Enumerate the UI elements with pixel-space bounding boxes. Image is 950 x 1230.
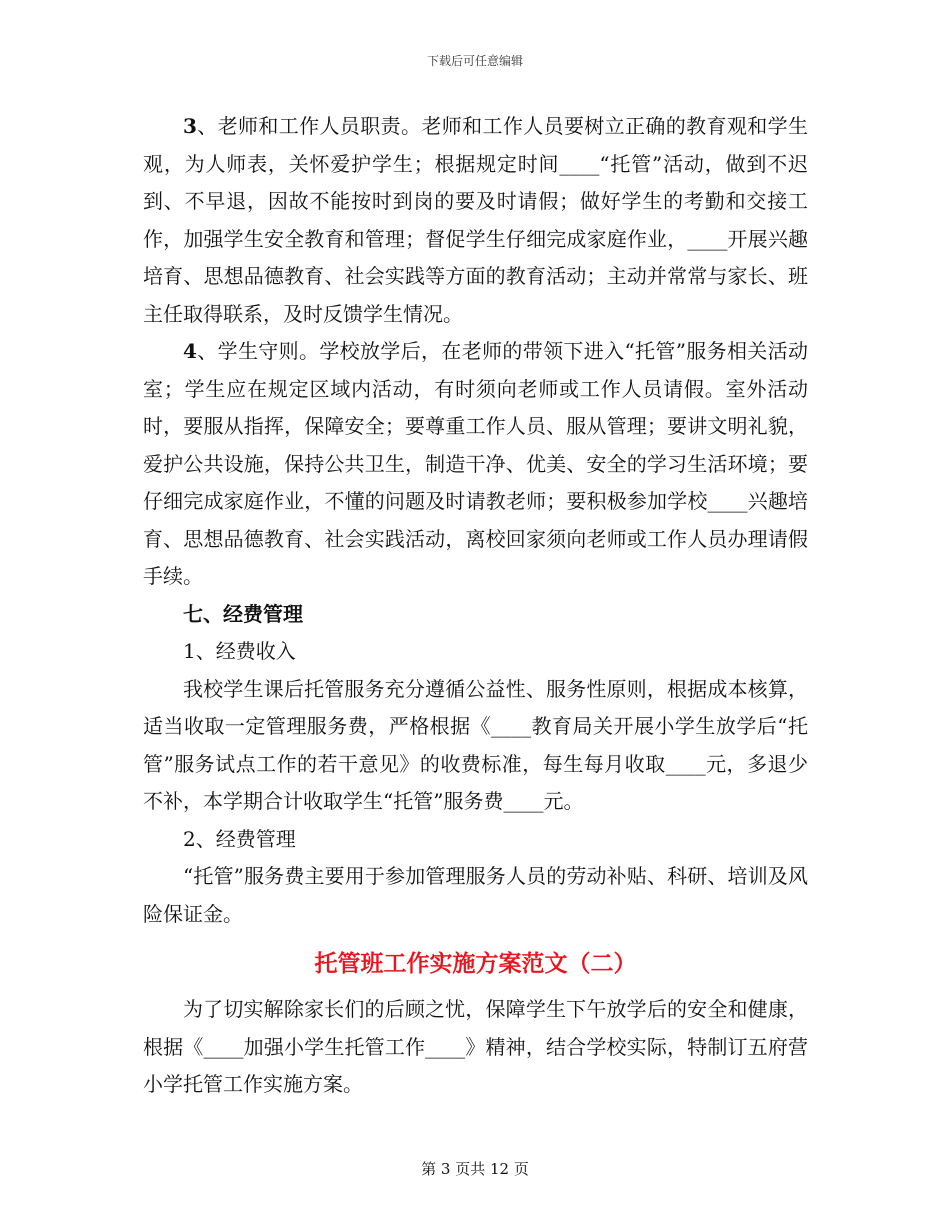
page-footer: 第 3 页共 12 页 bbox=[421, 1160, 529, 1178]
document-body bbox=[143, 108, 808, 1104]
document-title-part-two: 托管班工作实施方案范文（二） bbox=[314, 951, 637, 977]
paragraph-income: 我校学生课后托管服务充分遵循公益性、服务性原则，根据成本核算，适当收取一定管理服务费，严格根据《____教育局关开展小学生放学后“托管”服务试点工作的若干意见》的收费标准，每生每月收取____元，多退少不补，本学期合计收取学生“托管”服务费____元。 bbox=[143, 676, 808, 813]
subheading-management: 2、经费管理 bbox=[183, 826, 296, 851]
paragraph-management: “托管”服务费主要用于参加管理服务人员的劳动补贴、科研、培训及风险保证金。 bbox=[143, 864, 808, 926]
subheading-income: 1、经费收入 bbox=[183, 639, 296, 663]
paragraph-teacher-duties bbox=[143, 108, 808, 333]
paragraph-student-rules bbox=[143, 333, 808, 596]
paragraph-text: 、学生守则。学校放学后，在老师的带领下进入“托管”服务相关活动室；学生应在规定区域内活动，有时须向老师或工作人员请假。室外活动时，要服从指挥，保障安全；要尊重工作人员、服从管理；要讲文明礼貌，爱护公共设施，保持公共卫生，制造干净、优美、安全的学习生活环境；要仔细完成家庭作业，不懂的问题及时请教老师；要积极参加学校____兴趣培育、思想品德教育、社会实践活动，离校回家须向老师或工作人员办理请假手续。 bbox=[143, 339, 808, 588]
paragraph-number: 4 bbox=[183, 339, 197, 363]
paragraph-text: 、老师和工作人员职责。老师和工作人员要树立正确的教育观和学生观，为人师表，关怀爱护学生；根据规定时间____“托管”活动，做到不迟到、不早退，因故不能按时到岗的要及时请假；做好学生的考勤和交接工作，加强学生安全教育和管理；督促学生仔细完成家庭作业，____开展兴趣培育、思想品德教育、社会实践等方面的教育活动；主动并常常与家长、班主任取得联系，及时反馈学生情况。 bbox=[143, 114, 808, 326]
paragraph-number: 3 bbox=[183, 114, 197, 138]
section-heading-funding: 七、经费管理 bbox=[183, 601, 303, 626]
paragraph-intro: 为了切实解除家长们的后顾之忧，保障学生下午放学后的安全和健康，根据《____加强小学生托管工作____》精神，结合学校实际，特制订五府营小学托管工作实施方案。 bbox=[143, 997, 808, 1096]
page-header: 下载后可任意编辑 bbox=[426, 54, 523, 68]
